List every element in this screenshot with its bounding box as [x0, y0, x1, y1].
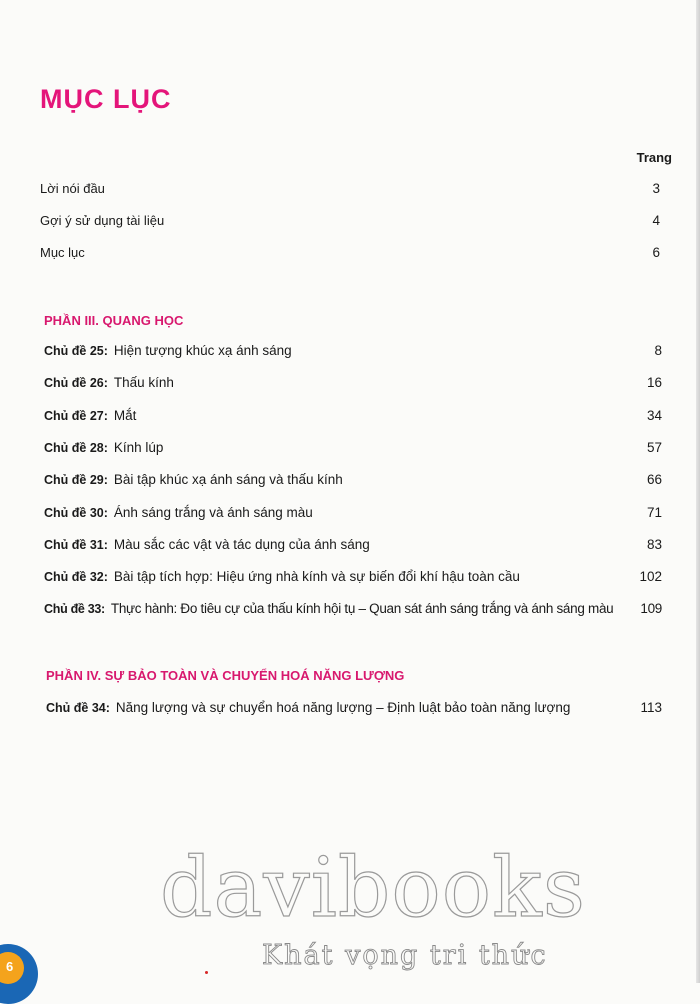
- topic-page: 34: [646, 408, 662, 423]
- topic-page: 109: [640, 601, 662, 616]
- toc-entry: [40, 213, 660, 228]
- toc-entry-text: Gợi ý sử dụng tài liệu: [40, 213, 165, 228]
- toc-topic: [44, 408, 662, 423]
- topic-page: 66: [646, 472, 662, 487]
- toc-entry-page: 3: [652, 181, 660, 196]
- topic-page: 83: [646, 537, 662, 552]
- toc-topic: [44, 343, 662, 358]
- toc-entry-text: Lời nói đầu: [40, 181, 105, 196]
- page-column-header: Trang: [636, 150, 672, 165]
- watermark-brand: davibooks: [160, 841, 586, 936]
- topic-page: 102: [639, 569, 662, 584]
- toc-topic: [44, 569, 662, 584]
- topic-label: Chủ đề 27:: [44, 409, 108, 423]
- toc-entry-text: Mục lục: [40, 245, 85, 260]
- topic-page: 71: [646, 505, 662, 520]
- topic-title: Hiện tượng khúc xạ ánh sáng: [113, 343, 292, 358]
- topic-title: Kính lúp: [113, 440, 164, 455]
- topic-page: 8: [654, 343, 662, 358]
- topic-label: Chủ đề 34:: [46, 701, 110, 715]
- page-title: MỤC LỤC: [40, 84, 172, 114]
- topic-page: 57: [646, 440, 662, 455]
- topic-title: Mắt: [113, 408, 137, 423]
- toc-topic: [44, 440, 662, 455]
- print-speck: [205, 971, 208, 974]
- topic-title: Bài tập tích hợp: Hiệu ứng nhà kính và sự biến đổi khí hậu toàn cầu: [113, 569, 520, 584]
- topic-label: Chủ đề 31:: [44, 538, 108, 552]
- toc-topic: [44, 505, 662, 520]
- topic-page: 16: [646, 375, 662, 390]
- page-edge: [696, 0, 700, 983]
- topic-title: Ánh sáng trắng và ánh sáng màu: [113, 505, 313, 520]
- toc-entry: [40, 245, 660, 260]
- toc-topic: [44, 537, 662, 552]
- page-number-badge: [0, 944, 38, 1004]
- toc-entry-page: 6: [652, 245, 660, 260]
- topic-label: Chủ đề 32:: [44, 570, 108, 584]
- topic-label: Chủ đề 30:: [44, 506, 108, 520]
- toc-entry-page: 4: [652, 213, 660, 228]
- topic-title: Màu sắc các vật và tác dụng của ánh sáng: [113, 537, 370, 552]
- toc-topic: [44, 601, 662, 616]
- topic-title: Thấu kính: [113, 375, 174, 390]
- topic-label: Chủ đề 25:: [44, 344, 108, 358]
- watermark-slogan: Khát vọng tri thức: [262, 940, 548, 971]
- topic-label: Chủ đề 33:: [44, 602, 105, 616]
- topic-title: Thực hành: Đo tiêu cự của thấu kính hội tụ – Quan sát ánh sáng trắng và ánh sáng màu: [110, 601, 614, 616]
- part-heading: PHẦN IV. SỰ BẢO TOÀN VÀ CHUYỂN HOÁ NĂNG LƯỢNG: [46, 668, 405, 683]
- topic-title: Năng lượng và sự chuyển hoá năng lượng – Định luật bảo toàn năng lượng: [115, 700, 571, 715]
- part-heading: PHẦN III. QUANG HỌC: [44, 313, 184, 328]
- topic-label: Chủ đề 26:: [44, 376, 108, 390]
- toc-topic: [44, 472, 662, 487]
- page-number: 6: [6, 959, 14, 974]
- toc-topic: [44, 375, 662, 390]
- topic-label: Chủ đề 29:: [44, 473, 108, 487]
- topic-label: Chủ đề 28:: [44, 441, 108, 455]
- toc-entry: [40, 181, 660, 196]
- toc-topic: [46, 700, 662, 715]
- topic-page: 113: [640, 700, 662, 715]
- topic-title: Bài tập khúc xạ ánh sáng và thấu kính: [113, 472, 343, 487]
